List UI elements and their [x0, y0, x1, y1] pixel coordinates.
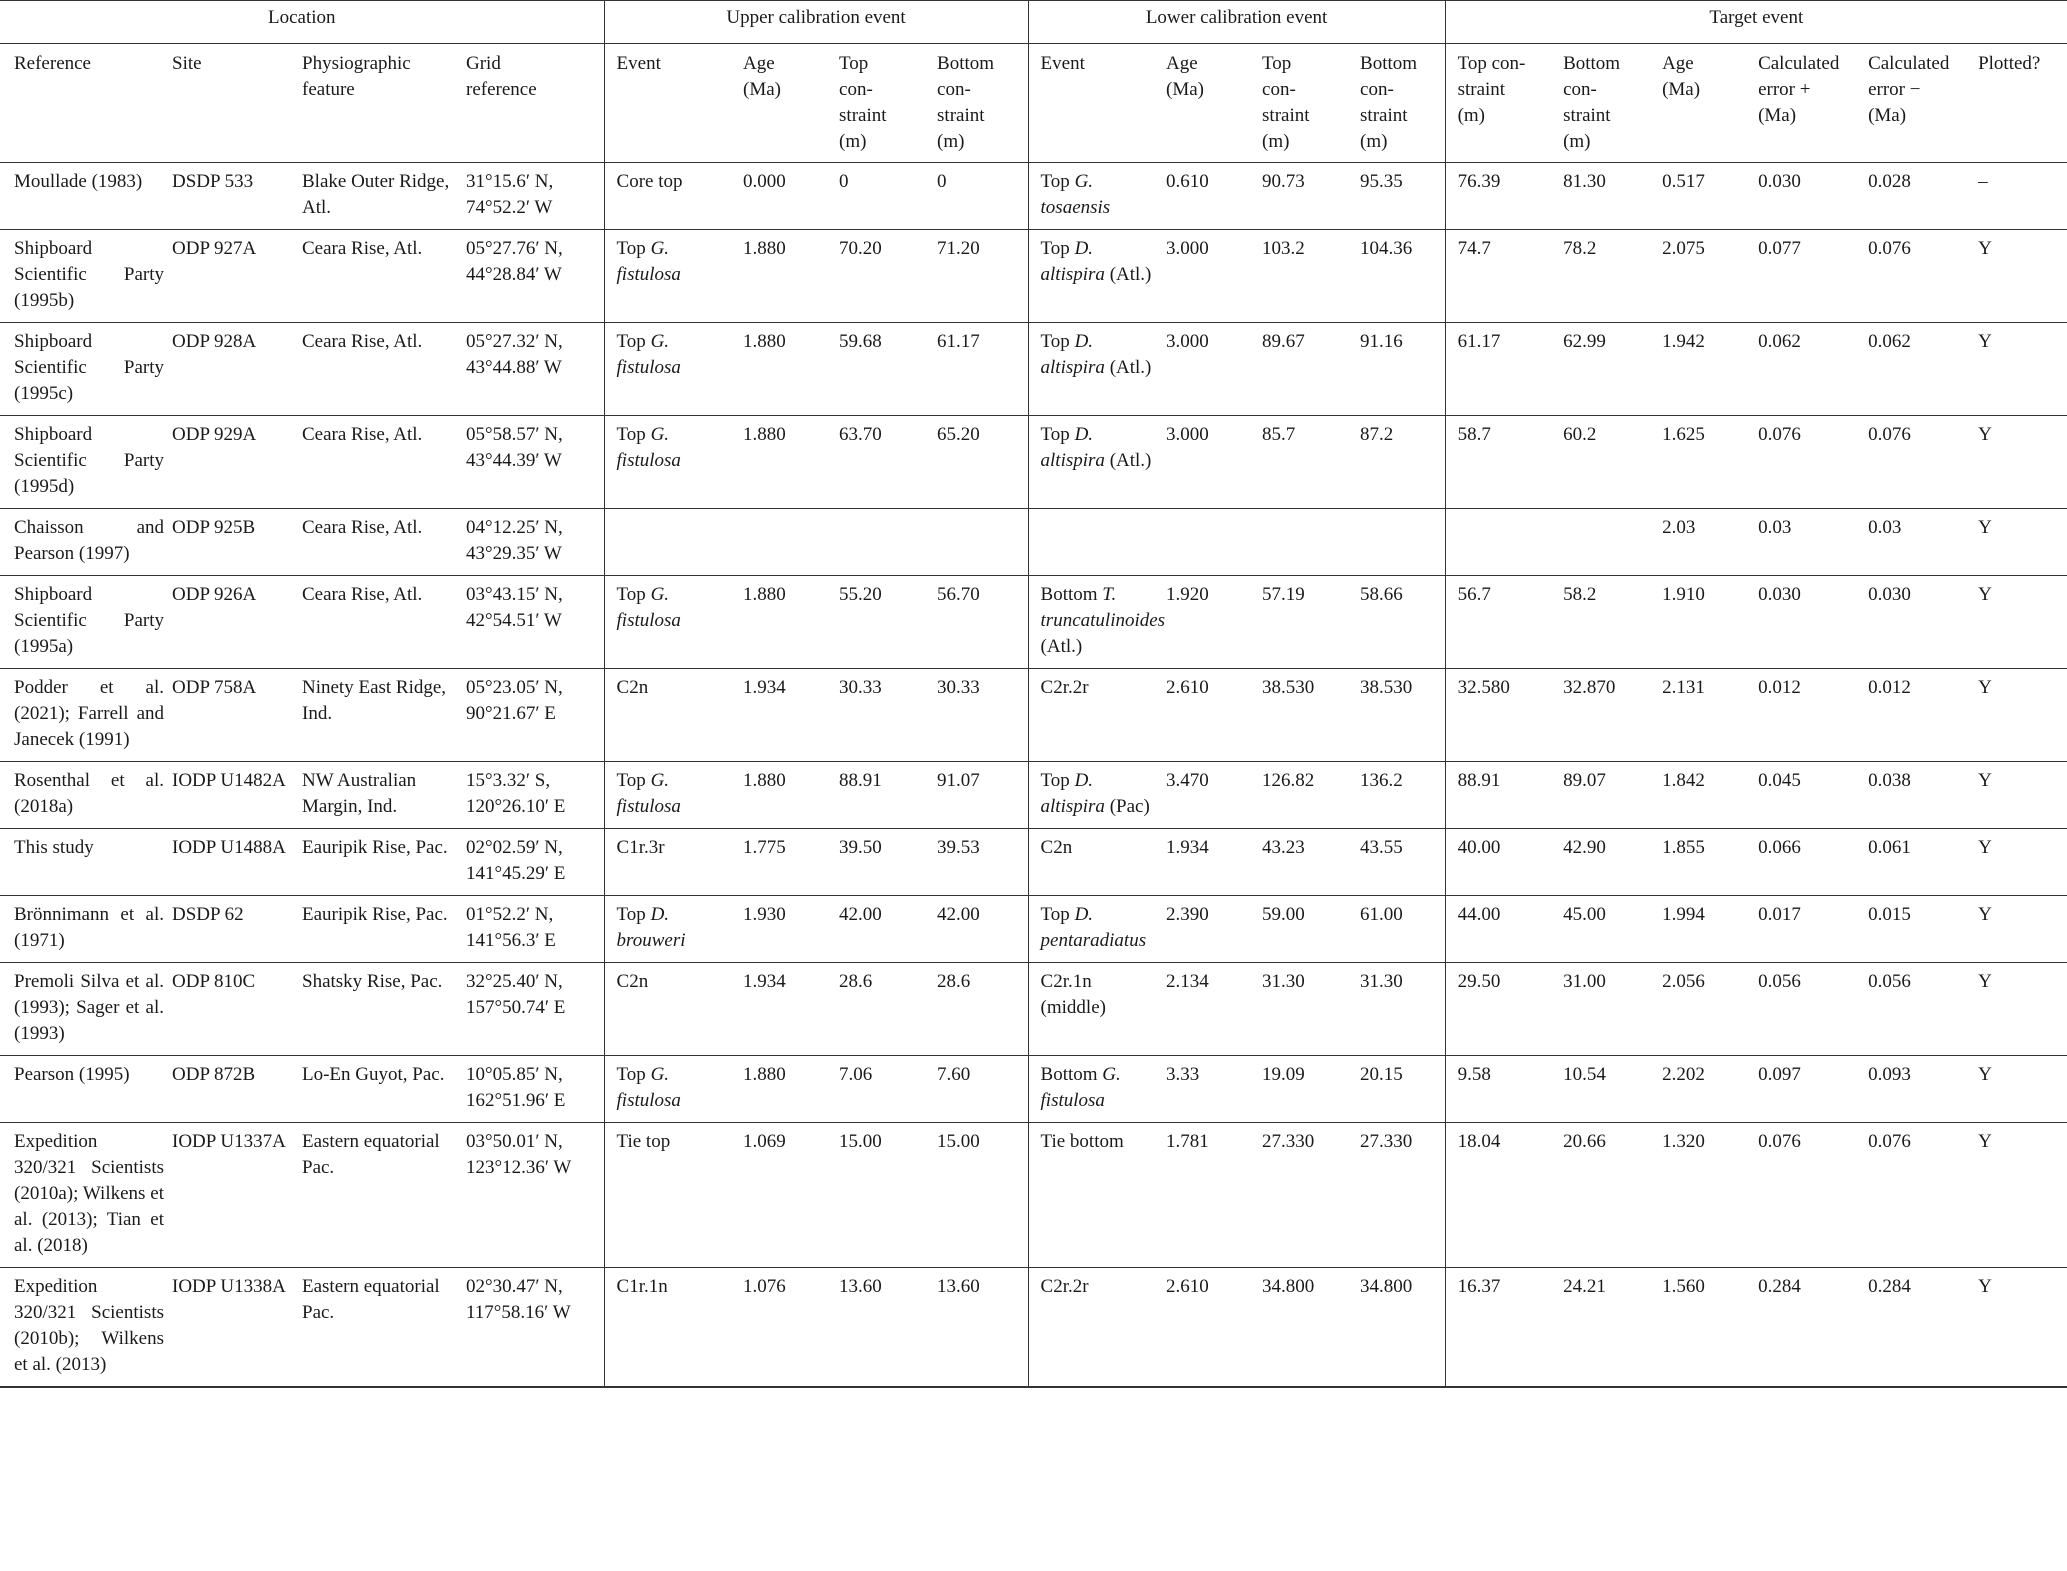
row-upper-top: 59.68 — [831, 323, 929, 416]
row-upper-top: 13.60 — [831, 1268, 929, 1388]
row-upper-top: 70.20 — [831, 230, 929, 323]
row-upper-top — [831, 509, 929, 576]
row-reference: Shipboard Scientific Party (1995d) — [0, 416, 164, 509]
row-upper-bottom: 7.60 — [929, 1056, 1028, 1123]
row-lower-top: 34.800 — [1254, 1268, 1352, 1388]
row-lower-event: C2r.2r — [1028, 669, 1158, 762]
row-lower-bottom: 58.66 — [1352, 576, 1445, 669]
row-lower-top: 38.530 — [1254, 669, 1352, 762]
row-site: ODP 758A — [164, 669, 294, 762]
row-grid-reference: 10°05.85′ N, 162°51.96′ E — [458, 1056, 604, 1123]
row-target-age: 2.131 — [1654, 669, 1750, 762]
row-reference: Podder et al. (2021); Farrell and Janecek (1991) — [0, 669, 164, 762]
row-upper-age: 1.880 — [735, 762, 831, 829]
row-target-bottom: 89.07 — [1555, 762, 1654, 829]
row-target-bottom: 62.99 — [1555, 323, 1654, 416]
row-upper-age: 0.000 — [735, 163, 831, 230]
row-target-age: 1.320 — [1654, 1123, 1750, 1268]
row-lower-age: 3.000 — [1158, 323, 1254, 416]
row-error-minus: 0.062 — [1860, 323, 1970, 416]
table-row — [0, 323, 2067, 416]
row-physiographic-feature: Blake Outer Ridge, Atl. — [294, 163, 458, 230]
row-lower-top: 27.330 — [1254, 1123, 1352, 1268]
table-body — [0, 163, 2067, 1388]
row-lower-age — [1158, 509, 1254, 576]
row-reference: Chaisson and Pearson (1997) — [0, 509, 164, 576]
row-lower-event: Top D. altispira (Atl.) — [1028, 230, 1158, 323]
row-lower-age: 2.610 — [1158, 1268, 1254, 1388]
row-site: DSDP 62 — [164, 896, 294, 963]
row-upper-age: 1.880 — [735, 323, 831, 416]
row-physiographic-feature: Ceara Rise, Atl. — [294, 323, 458, 416]
row-upper-age: 1.934 — [735, 963, 831, 1056]
row-plotted: Y — [1970, 1123, 2067, 1268]
row-lower-bottom: 34.800 — [1352, 1268, 1445, 1388]
row-upper-event: Tie top — [604, 1123, 735, 1268]
row-error-plus: 0.045 — [1750, 762, 1860, 829]
row-upper-age: 1.069 — [735, 1123, 831, 1268]
table-row — [0, 1056, 2067, 1123]
row-grid-reference: 05°27.76′ N, 44°28.84′ W — [458, 230, 604, 323]
row-target-bottom: 31.00 — [1555, 963, 1654, 1056]
row-grid-reference: 04°12.25′ N, 43°29.35′ W — [458, 509, 604, 576]
row-lower-age: 1.781 — [1158, 1123, 1254, 1268]
row-plotted: Y — [1970, 829, 2067, 896]
row-site: IODP U1488A — [164, 829, 294, 896]
row-upper-bottom: 56.70 — [929, 576, 1028, 669]
row-upper-top: 28.6 — [831, 963, 929, 1056]
row-lower-top: 57.19 — [1254, 576, 1352, 669]
row-lower-bottom: 43.55 — [1352, 829, 1445, 896]
row-error-minus: 0.038 — [1860, 762, 1970, 829]
row-physiographic-feature: Lo-En Guyot, Pac. — [294, 1056, 458, 1123]
row-error-plus: 0.030 — [1750, 576, 1860, 669]
row-lower-bottom: 95.35 — [1352, 163, 1445, 230]
row-upper-top: 30.33 — [831, 669, 929, 762]
row-reference: Shipboard Scientific Party (1995b) — [0, 230, 164, 323]
row-upper-bottom: 65.20 — [929, 416, 1028, 509]
row-site: ODP 925B — [164, 509, 294, 576]
header-reference: Reference — [0, 44, 164, 163]
header-upper-bottom: Bottom con- straint (m) — [929, 44, 1028, 163]
row-lower-bottom: 136.2 — [1352, 762, 1445, 829]
row-physiographic-feature: Eastern equatorial Pac. — [294, 1123, 458, 1268]
row-upper-age: 1.076 — [735, 1268, 831, 1388]
row-lower-bottom: 87.2 — [1352, 416, 1445, 509]
row-error-plus: 0.097 — [1750, 1056, 1860, 1123]
row-upper-event: Top G. fistulosa — [604, 323, 735, 416]
row-upper-bottom: 28.6 — [929, 963, 1028, 1056]
table-row — [0, 230, 2067, 323]
row-target-age: 1.942 — [1654, 323, 1750, 416]
row-site: IODP U1482A — [164, 762, 294, 829]
row-lower-age: 3.000 — [1158, 416, 1254, 509]
row-reference: Moullade (1983) — [0, 163, 164, 230]
row-grid-reference: 02°30.47′ N, 117°58.16′ W — [458, 1268, 604, 1388]
row-upper-bottom: 0 — [929, 163, 1028, 230]
row-upper-age: 1.930 — [735, 896, 831, 963]
row-target-age: 1.855 — [1654, 829, 1750, 896]
row-error-plus: 0.284 — [1750, 1268, 1860, 1388]
header-lower-top: Top con- straint (m) — [1254, 44, 1352, 163]
row-target-top: 56.7 — [1445, 576, 1555, 669]
table-row — [0, 509, 2067, 576]
row-target-bottom: 60.2 — [1555, 416, 1654, 509]
row-lower-bottom: 31.30 — [1352, 963, 1445, 1056]
row-upper-bottom — [929, 509, 1028, 576]
row-lower-top — [1254, 509, 1352, 576]
row-site: IODP U1337A — [164, 1123, 294, 1268]
table-row — [0, 669, 2067, 762]
row-target-top: 88.91 — [1445, 762, 1555, 829]
row-site: ODP 810C — [164, 963, 294, 1056]
row-physiographic-feature: NW Australian Margin, Ind. — [294, 762, 458, 829]
row-lower-age: 3.33 — [1158, 1056, 1254, 1123]
row-lower-top: 103.2 — [1254, 230, 1352, 323]
row-target-age: 2.075 — [1654, 230, 1750, 323]
row-target-age: 2.03 — [1654, 509, 1750, 576]
row-upper-bottom: 30.33 — [929, 669, 1028, 762]
row-lower-top: 85.7 — [1254, 416, 1352, 509]
row-plotted: Y — [1970, 896, 2067, 963]
row-target-top: 61.17 — [1445, 323, 1555, 416]
row-lower-event: Top D. altispira (Atl.) — [1028, 323, 1158, 416]
row-physiographic-feature: Eastern equatorial Pac. — [294, 1268, 458, 1388]
row-lower-event: Top G. tosaensis — [1028, 163, 1158, 230]
row-reference: Shipboard Scientific Party (1995c) — [0, 323, 164, 416]
row-target-top — [1445, 509, 1555, 576]
row-error-plus: 0.056 — [1750, 963, 1860, 1056]
row-upper-event — [604, 509, 735, 576]
row-lower-bottom: 38.530 — [1352, 669, 1445, 762]
row-physiographic-feature: Ceara Rise, Atl. — [294, 509, 458, 576]
row-grid-reference: 03°43.15′ N, 42°54.51′ W — [458, 576, 604, 669]
header-plotted: Plotted? — [1970, 44, 2067, 163]
row-lower-age: 2.134 — [1158, 963, 1254, 1056]
row-plotted: Y — [1970, 1056, 2067, 1123]
row-upper-top: 63.70 — [831, 416, 929, 509]
row-reference: This study — [0, 829, 164, 896]
table-row — [0, 963, 2067, 1056]
row-upper-bottom: 91.07 — [929, 762, 1028, 829]
header-error-plus: Calculated error + (Ma) — [1750, 44, 1860, 163]
row-physiographic-feature: Ceara Rise, Atl. — [294, 230, 458, 323]
row-upper-event: C2n — [604, 963, 735, 1056]
row-error-plus: 0.017 — [1750, 896, 1860, 963]
row-error-minus: 0.030 — [1860, 576, 1970, 669]
row-grid-reference: 05°23.05′ N, 90°21.67′ E — [458, 669, 604, 762]
row-upper-event: Top G. fistulosa — [604, 230, 735, 323]
row-upper-top: 7.06 — [831, 1056, 929, 1123]
row-upper-event: Top G. fistulosa — [604, 1056, 735, 1123]
row-target-top: 9.58 — [1445, 1056, 1555, 1123]
header-site: Site — [164, 44, 294, 163]
row-target-bottom: 32.870 — [1555, 669, 1654, 762]
row-physiographic-feature: Eauripik Rise, Pac. — [294, 896, 458, 963]
row-target-bottom: 81.30 — [1555, 163, 1654, 230]
row-target-age: 1.994 — [1654, 896, 1750, 963]
row-lower-top: 31.30 — [1254, 963, 1352, 1056]
row-reference: Premoli Silva et al. (1993); Sager et al. (1993) — [0, 963, 164, 1056]
row-error-plus: 0.062 — [1750, 323, 1860, 416]
row-upper-bottom: 13.60 — [929, 1268, 1028, 1388]
row-upper-event: Top G. fistulosa — [604, 762, 735, 829]
row-upper-top: 88.91 — [831, 762, 929, 829]
row-error-minus: 0.093 — [1860, 1056, 1970, 1123]
row-site: IODP U1338A — [164, 1268, 294, 1388]
row-error-minus: 0.056 — [1860, 963, 1970, 1056]
row-reference: Shipboard Scientific Party (1995a) — [0, 576, 164, 669]
row-error-plus: 0.012 — [1750, 669, 1860, 762]
row-lower-event: Bottom G. fistulosa — [1028, 1056, 1158, 1123]
header-target-bottom: Bottom con- straint (m) — [1555, 44, 1654, 163]
row-target-bottom — [1555, 509, 1654, 576]
row-plotted: Y — [1970, 509, 2067, 576]
row-physiographic-feature: Ceara Rise, Atl. — [294, 416, 458, 509]
row-error-minus: 0.03 — [1860, 509, 1970, 576]
row-error-minus: 0.061 — [1860, 829, 1970, 896]
row-upper-event: C1r.3r — [604, 829, 735, 896]
header-lower-age: Age (Ma) — [1158, 44, 1254, 163]
row-upper-event: Top G. fistulosa — [604, 416, 735, 509]
row-lower-age: 0.610 — [1158, 163, 1254, 230]
row-grid-reference: 05°27.32′ N, 43°44.88′ W — [458, 323, 604, 416]
row-lower-event: Top D. altispira (Atl.) — [1028, 416, 1158, 509]
row-error-minus: 0.012 — [1860, 669, 1970, 762]
column-header-row — [0, 44, 2067, 163]
row-upper-bottom: 39.53 — [929, 829, 1028, 896]
row-target-top: 18.04 — [1445, 1123, 1555, 1268]
row-error-minus: 0.076 — [1860, 230, 1970, 323]
row-target-top: 40.00 — [1445, 829, 1555, 896]
header-physiographic: Physiographic feature — [294, 44, 458, 163]
row-site: ODP 926A — [164, 576, 294, 669]
row-upper-age: 1.775 — [735, 829, 831, 896]
row-upper-event: C1r.1n — [604, 1268, 735, 1388]
row-lower-age: 3.470 — [1158, 762, 1254, 829]
row-lower-event: Top D. altispira (Pac) — [1028, 762, 1158, 829]
row-upper-event: C2n — [604, 669, 735, 762]
row-target-bottom: 20.66 — [1555, 1123, 1654, 1268]
row-lower-bottom: 91.16 — [1352, 323, 1445, 416]
row-lower-age: 3.000 — [1158, 230, 1254, 323]
row-physiographic-feature: Ninety East Ridge, Ind. — [294, 669, 458, 762]
group-location: Location — [0, 1, 604, 44]
row-grid-reference: 03°50.01′ N, 123°12.36′ W — [458, 1123, 604, 1268]
row-target-top: 76.39 — [1445, 163, 1555, 230]
header-upper-top: Top con- straint (m) — [831, 44, 929, 163]
row-lower-bottom: 61.00 — [1352, 896, 1445, 963]
row-upper-age: 1.880 — [735, 230, 831, 323]
header-error-minus: Calculated error − (Ma) — [1860, 44, 1970, 163]
row-upper-age: 1.880 — [735, 576, 831, 669]
row-lower-bottom — [1352, 509, 1445, 576]
header-upper-event: Event — [604, 44, 735, 163]
row-lower-age: 1.920 — [1158, 576, 1254, 669]
row-grid-reference: 15°3.32′ S, 120°26.10′ E — [458, 762, 604, 829]
row-target-age: 2.056 — [1654, 963, 1750, 1056]
row-target-age: 1.910 — [1654, 576, 1750, 669]
row-upper-bottom: 15.00 — [929, 1123, 1028, 1268]
row-upper-event: Core top — [604, 163, 735, 230]
row-plotted: Y — [1970, 1268, 2067, 1388]
row-reference: Brönnimann et al. (1971) — [0, 896, 164, 963]
row-upper-top: 39.50 — [831, 829, 929, 896]
row-grid-reference: 01°52.2′ N, 141°56.3′ E — [458, 896, 604, 963]
row-error-minus: 0.076 — [1860, 1123, 1970, 1268]
row-lower-event: Top D. pentaradiatus — [1028, 896, 1158, 963]
row-plotted: Y — [1970, 576, 2067, 669]
row-physiographic-feature: Shatsky Rise, Pac. — [294, 963, 458, 1056]
row-upper-bottom: 61.17 — [929, 323, 1028, 416]
row-plotted: Y — [1970, 963, 2067, 1056]
row-lower-top: 89.67 — [1254, 323, 1352, 416]
row-plotted: Y — [1970, 669, 2067, 762]
row-upper-top: 15.00 — [831, 1123, 929, 1268]
row-error-plus: 0.030 — [1750, 163, 1860, 230]
row-upper-age: 1.880 — [735, 1056, 831, 1123]
row-upper-event: Top G. fistulosa — [604, 576, 735, 669]
row-target-bottom: 45.00 — [1555, 896, 1654, 963]
row-lower-top: 43.23 — [1254, 829, 1352, 896]
row-lower-bottom: 20.15 — [1352, 1056, 1445, 1123]
row-error-plus: 0.066 — [1750, 829, 1860, 896]
row-grid-reference: 05°58.57′ N, 43°44.39′ W — [458, 416, 604, 509]
row-site: ODP 872B — [164, 1056, 294, 1123]
table-row — [0, 896, 2067, 963]
row-target-age: 0.517 — [1654, 163, 1750, 230]
row-error-minus: 0.015 — [1860, 896, 1970, 963]
row-error-plus: 0.076 — [1750, 1123, 1860, 1268]
row-lower-event: Bottom T. truncatulinoides (Atl.) — [1028, 576, 1158, 669]
header-lower-bottom: Bottom con- straint (m) — [1352, 44, 1445, 163]
row-site: ODP 927A — [164, 230, 294, 323]
row-target-top: 58.7 — [1445, 416, 1555, 509]
row-target-bottom: 24.21 — [1555, 1268, 1654, 1388]
row-upper-age: 1.934 — [735, 669, 831, 762]
group-target-event: Target event — [1445, 1, 2067, 44]
row-target-top: 29.50 — [1445, 963, 1555, 1056]
row-error-plus: 0.03 — [1750, 509, 1860, 576]
header-target-age: Age (Ma) — [1654, 44, 1750, 163]
group-header-row — [0, 1, 2067, 44]
row-grid-reference: 31°15.6′ N, 74°52.2′ W — [458, 163, 604, 230]
row-error-plus: 0.076 — [1750, 416, 1860, 509]
table-row — [0, 576, 2067, 669]
row-plotted: Y — [1970, 230, 2067, 323]
group-upper-calibration: Upper calibration event — [604, 1, 1028, 44]
row-target-top: 32.580 — [1445, 669, 1555, 762]
row-lower-bottom: 27.330 — [1352, 1123, 1445, 1268]
row-target-top: 16.37 — [1445, 1268, 1555, 1388]
row-lower-event: C2n — [1028, 829, 1158, 896]
row-lower-age: 2.390 — [1158, 896, 1254, 963]
row-site: DSDP 533 — [164, 163, 294, 230]
row-target-bottom: 58.2 — [1555, 576, 1654, 669]
header-upper-age: Age (Ma) — [735, 44, 831, 163]
group-lower-calibration: Lower calibration event — [1028, 1, 1445, 44]
row-error-minus: 0.028 — [1860, 163, 1970, 230]
row-lower-bottom: 104.36 — [1352, 230, 1445, 323]
row-reference: Rosenthal et al. (2018a) — [0, 762, 164, 829]
row-grid-reference: 02°02.59′ N, 141°45.29′ E — [458, 829, 604, 896]
table-row — [0, 1268, 2067, 1388]
row-target-top: 74.7 — [1445, 230, 1555, 323]
row-error-plus: 0.077 — [1750, 230, 1860, 323]
row-upper-bottom: 71.20 — [929, 230, 1028, 323]
row-error-minus: 0.076 — [1860, 416, 1970, 509]
table-row — [0, 1123, 2067, 1268]
row-error-minus: 0.284 — [1860, 1268, 1970, 1388]
row-site: ODP 928A — [164, 323, 294, 416]
row-physiographic-feature: Ceara Rise, Atl. — [294, 576, 458, 669]
header-lower-event: Event — [1028, 44, 1158, 163]
row-target-bottom: 10.54 — [1555, 1056, 1654, 1123]
header-target-top: Top con- straint (m) — [1445, 44, 1555, 163]
row-plotted: – — [1970, 163, 2067, 230]
row-lower-event: Tie bottom — [1028, 1123, 1158, 1268]
row-target-top: 44.00 — [1445, 896, 1555, 963]
row-lower-event — [1028, 509, 1158, 576]
row-upper-event: Top D. brouweri — [604, 896, 735, 963]
row-plotted: Y — [1970, 323, 2067, 416]
row-plotted: Y — [1970, 416, 2067, 509]
row-lower-event: C2r.1n (middle) — [1028, 963, 1158, 1056]
row-upper-age: 1.880 — [735, 416, 831, 509]
header-grid-reference: Grid reference — [458, 44, 604, 163]
row-target-age: 1.560 — [1654, 1268, 1750, 1388]
row-target-bottom: 42.90 — [1555, 829, 1654, 896]
row-physiographic-feature: Eauripik Rise, Pac. — [294, 829, 458, 896]
row-lower-age: 1.934 — [1158, 829, 1254, 896]
row-upper-top: 55.20 — [831, 576, 929, 669]
row-upper-age — [735, 509, 831, 576]
row-upper-top: 0 — [831, 163, 929, 230]
row-reference: Expedition 320/321 Scientists (2010b); Wilkens et al. (2013) — [0, 1268, 164, 1388]
row-lower-top: 19.09 — [1254, 1056, 1352, 1123]
row-grid-reference: 32°25.40′ N, 157°50.74′ E — [458, 963, 604, 1056]
table-row — [0, 416, 2067, 509]
row-plotted: Y — [1970, 762, 2067, 829]
row-lower-top: 126.82 — [1254, 762, 1352, 829]
row-reference: Pearson (1995) — [0, 1056, 164, 1123]
table-row — [0, 163, 2067, 230]
row-lower-event: C2r.2r — [1028, 1268, 1158, 1388]
row-target-bottom: 78.2 — [1555, 230, 1654, 323]
row-target-age: 1.842 — [1654, 762, 1750, 829]
table-row — [0, 829, 2067, 896]
row-reference: Expedition 320/321 Scientists (2010a); Wilkens et al. (2013); Tian et al. (2018) — [0, 1123, 164, 1268]
row-lower-top: 90.73 — [1254, 163, 1352, 230]
row-lower-top: 59.00 — [1254, 896, 1352, 963]
row-target-age: 2.202 — [1654, 1056, 1750, 1123]
table-row — [0, 762, 2067, 829]
row-lower-age: 2.610 — [1158, 669, 1254, 762]
row-upper-bottom: 42.00 — [929, 896, 1028, 963]
row-site: ODP 929A — [164, 416, 294, 509]
row-upper-top: 42.00 — [831, 896, 929, 963]
row-target-age: 1.625 — [1654, 416, 1750, 509]
